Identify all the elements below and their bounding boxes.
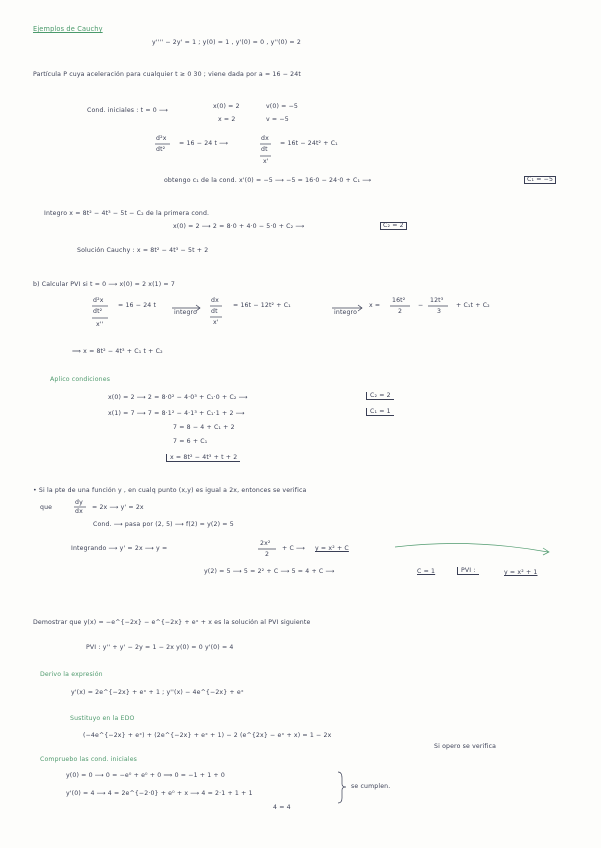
fraction-denominator: 3 (437, 308, 442, 315)
problem-statement: Demostrar que y(x) = −e^{−2x} − e^{−2x} + eˣ + x es la solución al PVI siguiente (33, 619, 311, 626)
fraction-denominator: dx (75, 508, 83, 515)
math-text: + C ⟶ (282, 545, 306, 552)
math-text: se cumplen. (351, 783, 391, 790)
math-text: que (40, 504, 53, 511)
math-text: y(2) = 5 ⟶ 5 = 2² + C ⟶ 5 = 4 + C ⟶ (204, 568, 335, 575)
boxed-result: C₁ = 1 (366, 408, 394, 416)
fraction-denominator: 2 (265, 551, 270, 558)
fraction-numerator: dx (261, 135, 269, 142)
initial-condition: v = −5 (266, 116, 289, 123)
math-text: = 16t − 12t² + C₁ (233, 302, 291, 309)
boxed-result: PVI : (457, 567, 479, 575)
initial-condition: x(0) = 2 (213, 103, 240, 110)
final-solution: x = 8t² − 4t³ + t + 2 (166, 454, 240, 462)
problem-statement: • Si la pte de una función y , en cualq punto (x,y) es igual a 2x, entonces se verifica (33, 487, 307, 494)
fraction-denominator: dt (261, 146, 268, 153)
boxed-result: C = 1 (417, 568, 436, 575)
math-text: 4 = 4 (273, 804, 291, 811)
fraction-numerator: dy (75, 499, 83, 506)
math-text: Si opero se verifica (434, 743, 497, 750)
math-text: x(0) = 2 ⟶ 2 = 8·0² − 4·0³ + C₁·0 + C₂ ⟶ (108, 394, 248, 401)
math-text: Cond. ⟶ pasa por (2, 5) ⟶ f(2) = y(2) = 5 (93, 521, 234, 528)
fraction-denominator: dt² (93, 308, 103, 315)
math-text: Integrando ⟶ y' = 2x ⟶ y = (71, 545, 168, 552)
boxed-result: C₂ = 2 (380, 222, 407, 230)
math-text: y'(x) = 2e^{−2x} + eˣ + 1 ; y''(x) − 4e^{−2x} + eˣ (71, 689, 244, 696)
math-text: + C₁t + C₂ (456, 302, 490, 309)
math-text: (−4e^{−2x} + eˣ) + (2e^{−2x} + eˣ + 1) − 2 (e^{2x} − eˣ + x) = 1 − 2x (83, 732, 332, 739)
boxed-result: C₁ = −5 (524, 176, 556, 184)
math-text: x' (263, 158, 269, 165)
math-text: x(1) = 7 ⟶ 7 = 8·1² − 4·1³ + C₁·1 + 2 ⟶ (108, 410, 245, 417)
step-label: Compruebo las cond. iniciales (40, 756, 138, 763)
math-text: integro (334, 309, 358, 316)
math-text: x(0) = 2 ⟶ 2 = 8·0 + 4·0 − 5·0 + C₂ ⟶ (173, 223, 305, 230)
page-title: Ejemplos de Cauchy (33, 25, 103, 33)
fraction-numerator: dx (211, 297, 219, 304)
fraction-numerator: d²x (93, 297, 104, 304)
math-text: = 16 − 24 t (118, 302, 157, 309)
step-label: Aplico condiciones (50, 376, 111, 383)
math-text: y = x² + C (315, 545, 349, 552)
solution-line: Solución Cauchy : x = 8t² − 4t³ − 5t + 2 (77, 247, 209, 254)
math-text: ⟹ x = 8t² − 4t³ + C₁ t + C₂ (72, 348, 163, 355)
math-text: = 2x ⟶ y' = 2x (92, 504, 144, 511)
step-label: Sustituyo en la EDO (70, 715, 135, 722)
final-solution: y = x² + 1 (504, 569, 538, 576)
initial-condition: v(0) = −5 (266, 103, 299, 110)
math-text: y(0) = 0 ⟶ 0 = −e⁰ + e⁰ + 0 ⟹ 0 = −1 + 1 + 0 (66, 772, 225, 779)
math-text: x' (213, 319, 219, 326)
step-label: Derivo la expresión (40, 671, 103, 678)
math-text: = 16t − 24t² + C₁ (280, 140, 338, 147)
math-text: integro (174, 309, 198, 316)
math-text: = 16 − 24 t ⟶ (179, 140, 229, 147)
math-text: PVI : y'' + y' − 2y = 1 − 2x y(0) = 0 y'(0) = 4 (86, 644, 234, 651)
fraction-denominator: dt² (156, 146, 166, 153)
boxed-result: C₂ = 2 (366, 392, 394, 400)
fraction-numerator: 12t³ (430, 297, 444, 304)
math-text: 7 = 8 − 4 + C₁ + 2 (173, 424, 235, 431)
math-text: x = (369, 302, 381, 309)
initial-condition: x = 2 (218, 116, 236, 123)
math-text: obtengo c₁ de la cond. x'(0) = −5 ⟶ −5 = 16·0 − 24·0 + C₁ ⟶ (164, 177, 372, 184)
equation-line: y'''' − 2y' = 1 ; y(0) = 1 , y'(0) = 0 , y''(0) = 2 (152, 39, 301, 46)
math-text: 7 = 6 + C₁ (173, 438, 208, 445)
initial-conditions-label: Cond. iniciales : t = 0 ⟶ (87, 107, 168, 114)
math-text: x'' (96, 321, 104, 328)
problem-statement: Partícula P cuya aceleración para cualquier t ≥ 0 30 ; viene dada por a = 16 − 24t (33, 71, 301, 78)
fraction-numerator: 16t² (392, 297, 406, 304)
fraction-numerator: d²x (156, 135, 167, 142)
fraction-denominator: 2 (398, 308, 403, 315)
math-text: y'(0) = 4 ⟶ 4 = 2e^{−2·0} + e⁰ + x ⟶ 4 = 2·1 + 1 + 1 (66, 790, 253, 797)
section-heading: b) Calcular PVI si t = 0 ⟶ x(0) = 2 x(1) = 7 (33, 281, 175, 288)
fraction-numerator: 2x² (260, 540, 271, 547)
fraction-denominator: dt (211, 308, 218, 315)
math-text: − (418, 302, 424, 309)
math-text: Integro x = 8t² − 4t³ − 5t − C₂ de la primera cond. (44, 210, 210, 217)
